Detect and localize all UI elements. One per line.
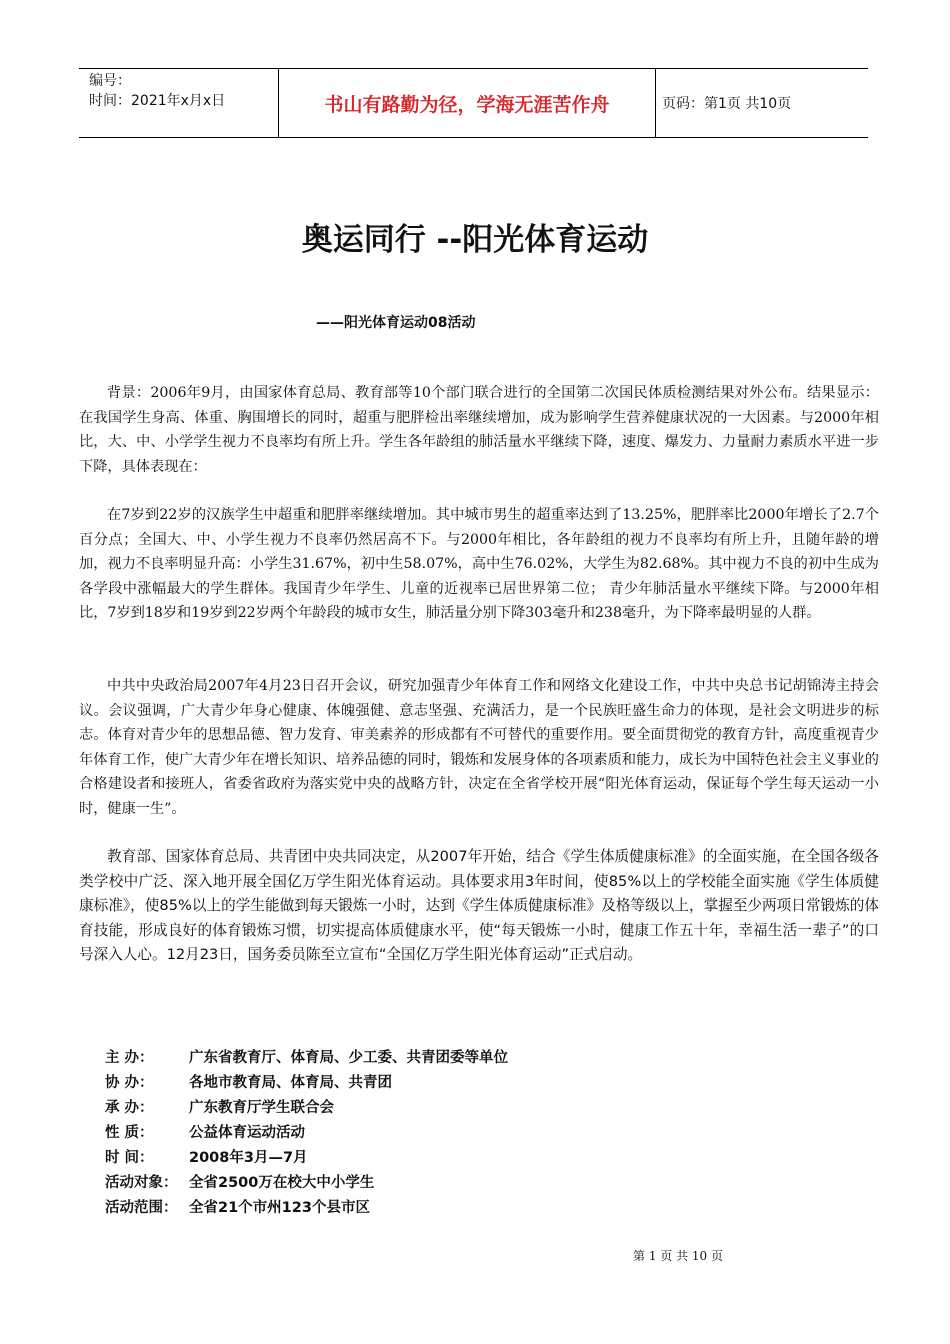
number-label: 编号： (89, 73, 131, 89)
info-value: 广东省教育厅、体育局、少工委、共青团委等单位 (189, 1050, 508, 1066)
info-key: 活动对象： (105, 1175, 178, 1191)
event-info (105, 1046, 508, 1221)
header-motto: 书山有路勤为径，学海无涯苦作舟 (279, 69, 656, 137)
paragraph-background: 背景：2006年9月，由国家体育总局、教育部等10个部门联合进行的全国第二次国民体质检测结果对外公布。结果显示：在我国学生身高、体重、胸围增长的同时，超重与肥胖检出率继续增加，成为影响学生营养健康状况的一大因素。与2000年相比，大、中、小学学生视力不良率均有所上升。学生各年龄组的肺活量水平继续下降，速度、爆发力、力量耐力素质水平进一步下降，具体表现在： (79, 385, 879, 475)
page-title: 奥运同行 --阳光体育运动 (301, 222, 649, 258)
info-row-organizer (105, 1096, 508, 1121)
info-row-audience (105, 1171, 508, 1196)
page-subtitle: ——阳光体育运动08活动 (316, 315, 476, 331)
info-row-scope (105, 1196, 508, 1221)
page-footer: 第 1 页 共 10 页 (633, 1249, 723, 1263)
header-meta (79, 69, 279, 137)
info-row-nature (105, 1121, 508, 1146)
header-page-info: 页码：第1页 共10页 (662, 96, 792, 112)
info-key: 活动范围： (105, 1200, 178, 1216)
info-key: 主 办： (105, 1050, 154, 1066)
paragraph-politburo: 中共中央政治局2007年4月23日召开会议，研究加强青少年体育工作和网络文化建设工作，中共中央总书记胡锦涛主持会议。会议强调，广大青少年身心健康、体魄强健、意志坚强、充满活力，是一个民族旺盛生命力的体现，是社会文明进步的标志。体育对青少年的思想品德、智力发育、审美素养的形成都有不可替代的重要作用。要全面贯彻党的教育方针，高度重视青少年体育工作，使广大青少年在增长知识、培养品德的同时，锻炼和发展身体的各项素质和能力，成长为中国特色社会主义事业的合格建设者和接班人，省委省政府为落实党中央的战略方针，决定在全省学校开展“阳光体育运动，保证每个学生每天运动一小时，健康一生”。 (79, 678, 879, 817)
paragraph-statistics: 在7岁到22岁的汉族学生中超重和肥胖率继续增加。其中城市男生的超重率达到了13.25%，肥胖率比2000年增长了2.7个百分点；全国大、中、小学生视力不良率仍然居高不下。与2000年相比，各年龄组的视力不良率均有所上升，且随年龄的增加，视力不良率明显升高：小学生31.67%，初中生58.07%，高中生76.02%，大学生为82.68%。其中视力不良的初中生成为各学段中涨幅最大的学生群体。我国青少年学生、儿童的近视率已居世界第二位； 青少年肺活量水平继续下降。与2000年相比，7岁到18岁和19岁到22岁两个年龄段的城市女生，肺活量分别下降303毫升和238毫升，为下降率最明显的人群。 (79, 507, 879, 621)
paragraph-decision: 教育部、国家体育总局、共青团中央共同决定，从2007年开始，结合《学生体质健康标准》的全面实施，在全国各级各类学校中广泛、深入地开展全国亿万学生阳光体育运动。具体要求用3年时间，使85%以上的学校能全面实施《学生体质健康标准》，使85%以上的学生能做到每天锻炼一小时，达到《学生体质健康标准》及格等级以上，掌握至少两项日常锻炼的体育技能，形成良好的体育锻炼习惯，切实提高体质健康水平，使“每天锻炼一小时，健康工作五十年，幸福生活一辈子”的口号深入人心。12月23日，国务委员陈至立宣布“全国亿万学生阳光体育运动”正式启动。 (79, 848, 879, 963)
info-row-host (105, 1046, 508, 1071)
info-key: 协 办： (105, 1075, 154, 1091)
info-value: 公益体育运动活动 (189, 1125, 305, 1141)
info-value: 全省2500万在校大中小学生 (189, 1175, 375, 1191)
info-value: 全省21个市州123个县市区 (189, 1200, 370, 1216)
info-value: 各地市教育局、体育局、共青团 (189, 1075, 392, 1091)
info-value: 2008年3月—7月 (189, 1150, 308, 1166)
info-key: 时 间： (105, 1150, 154, 1166)
info-value: 广东教育厅学生联合会 (189, 1100, 334, 1116)
info-key: 承 办： (105, 1100, 154, 1116)
info-key: 性 质： (105, 1125, 154, 1141)
info-row-co-host (105, 1071, 508, 1096)
header-table (79, 68, 868, 138)
info-row-time (105, 1146, 508, 1171)
time-label: 时间：2021年x月x日 (89, 93, 226, 109)
